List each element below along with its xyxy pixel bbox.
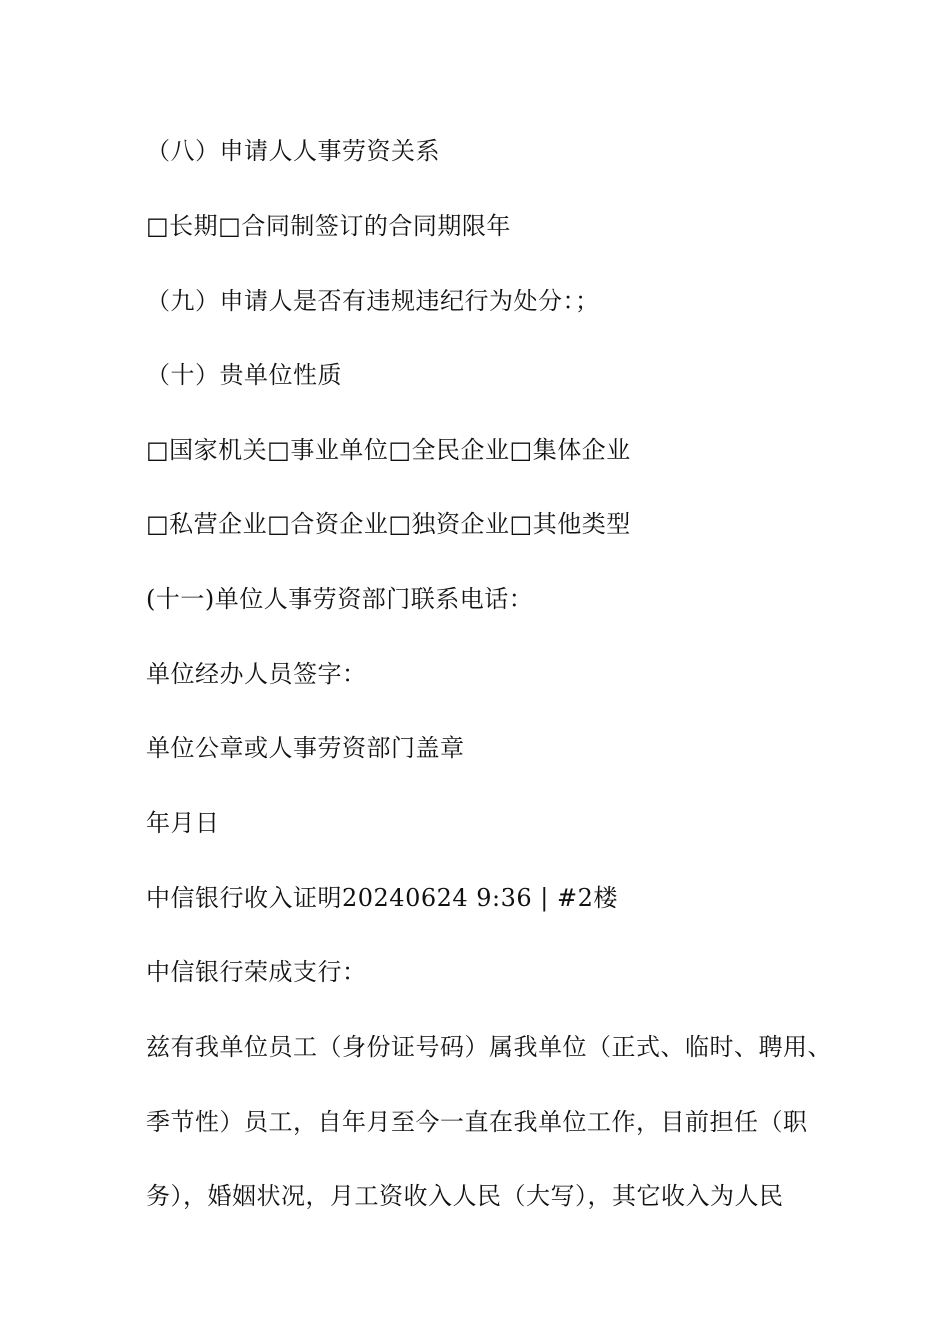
signature-line: 单位经办人员签字： (146, 660, 367, 688)
section-8-heading: （八）申请人人事劳资关系 (146, 137, 440, 165)
section-9-heading: （九）申请人是否有违规违纪行为处分：； (146, 287, 600, 315)
section-10-heading: （十）贵单位性质 (146, 361, 342, 389)
letter-body-line-1: 兹有我单位员工（身份证号码）属我单位（正式、临时、聘用、 (146, 1033, 832, 1061)
unit-type-options-row-1: □国家机关□事业单位□全民企业□集体企业 (146, 436, 631, 464)
employment-relation-options: □长期□合同制签订的合同期限年 (146, 212, 511, 240)
unit-type-options-row-2: □私营企业□合资企业□独资企业□其他类型 (146, 510, 631, 538)
seal-line: 单位公章或人事劳资部门盖章 (146, 734, 465, 762)
letter-body-line-2: 季节性）员工，自年月至今一直在我单位工作，目前担任（职 (146, 1108, 808, 1136)
letter-recipient: 中信银行荣成支行： (146, 958, 367, 986)
date-line: 年月日 (146, 809, 220, 837)
section-11-heading: (十一)单位人事劳资部门联系电话： (146, 585, 534, 613)
post-header: 中信银行收入证明20240624 9:36 | #2楼 (146, 884, 618, 912)
letter-body-line-3: 务），婚姻状况，月工资收入人民（大写），其它收入为人民 (146, 1182, 784, 1210)
